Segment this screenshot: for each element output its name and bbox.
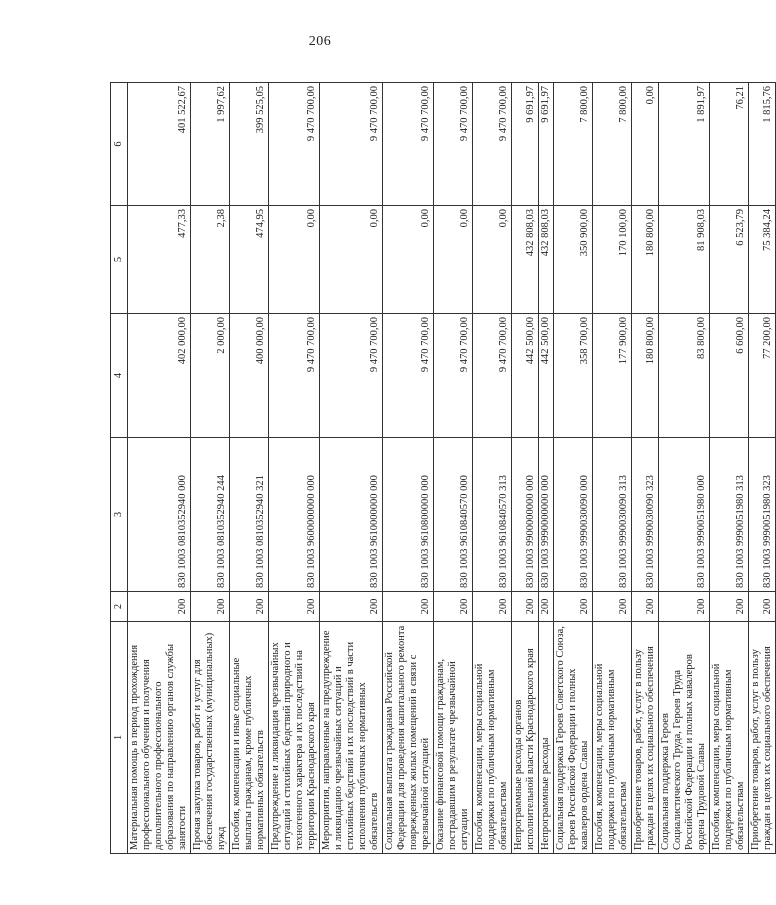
cell-name: Материальная помощь в период прохождения профессионального обучения и получения дополнительного профессионального образования по направлению органов службы занятости [128,622,191,854]
column-header: 3 [111,438,128,592]
cell-executed: 350 900,00 [554,206,593,314]
cell-code: 200 [434,592,473,622]
table-row [539,83,554,854]
cell-plan: 180 800,00 [632,314,659,438]
table-row [710,83,749,854]
cell-plan: 9 470 700,00 [320,314,383,438]
cell-plan: 77 200,00 [749,314,776,438]
cell-remainder: 9 691,97 [539,83,554,206]
cell-plan: 6 600,00 [710,314,749,438]
cell-executed: 180 800,00 [632,206,659,314]
table-row [593,83,632,854]
cell-executed: 432 808,03 [539,206,554,314]
cell-classification: 830 1003 9990051980 313 [710,438,749,592]
cell-name: Непрограммные расходы органов исполнительной власти Краснодарского края [512,622,539,854]
cell-code: 200 [128,592,191,622]
cell-remainder: 9 470 700,00 [320,83,383,206]
cell-code: 200 [593,592,632,622]
cell-executed: 0,00 [473,206,512,314]
cell-classification: 830 1003 9900000000 000 [512,438,539,592]
budget-execution-table [110,82,776,854]
cell-code: 200 [632,592,659,622]
cell-code: 200 [191,592,230,622]
cell-name: Оказание финансовой помощи гражданам, пострадавшим в результате чрезвычайной ситуации [434,622,473,854]
table-row [632,83,659,854]
table-row [512,83,539,854]
cell-classification: 830 1003 9610800000 000 [383,438,434,592]
column-header: 1 [111,622,128,854]
cell-plan: 2 000,00 [191,314,230,438]
cell-executed: 432 808,03 [512,206,539,314]
cell-name: Непрограммные расходы [539,622,554,854]
cell-executed: 2,38 [191,206,230,314]
cell-remainder: 7 800,00 [593,83,632,206]
cell-classification: 830 1003 9990030090 323 [632,438,659,592]
cell-name: Мероприятия, направленные на предупреждение и ликвидацию чрезвычайных ситуаций и стихийных бедствий и их последствий в части исполнения публичных нормативных обязательств [320,622,383,854]
cell-classification: 830 1003 0810352940 321 [230,438,269,592]
column-header: 5 [111,206,128,314]
cell-classification: 830 1003 0810352940 244 [191,438,230,592]
cell-executed: 6 523,79 [710,206,749,314]
cell-code: 200 [749,592,776,622]
cell-name: Пособия, компенсации, меры социальной поддержки по публичным нормативным обязательствам [593,622,632,854]
cell-code: 200 [710,592,749,622]
cell-executed: 170 100,00 [593,206,632,314]
table-row [269,83,320,854]
cell-code: 200 [230,592,269,622]
cell-executed: 0,00 [320,206,383,314]
cell-plan: 9 470 700,00 [383,314,434,438]
cell-remainder: 401 522,67 [128,83,191,206]
table-row [434,83,473,854]
header-row [111,83,128,854]
cell-remainder: 0,00 [632,83,659,206]
cell-plan: 9 470 700,00 [473,314,512,438]
cell-remainder: 1 815,76 [749,83,776,206]
table-row [128,83,191,854]
cell-classification: 830 1003 9990051980 323 [749,438,776,592]
table-row [230,83,269,854]
cell-name: Пособия, компенсации и иные социальные выплаты гражданам, кроме публичных нормативных обязательств [230,622,269,854]
cell-name: Пособия, компенсации, меры социальной поддержки по публичным нормативным обязательствам [473,622,512,854]
cell-executed: 477,33 [128,206,191,314]
cell-executed: 81 908,03 [659,206,710,314]
cell-executed: 0,00 [383,206,434,314]
cell-plan: 442 500,00 [539,314,554,438]
cell-name: Приобретение товаров, работ, услуг в пользу граждан в целях их социального обеспечения [632,622,659,854]
cell-classification: 830 1003 9990051980 000 [659,438,710,592]
cell-name: Социальная поддержка Героев Советского Союза, Героев Российской Федерации и полных кавалеров ордена Славы [554,622,593,854]
column-header: 6 [111,83,128,206]
table-row [659,83,710,854]
cell-code: 200 [269,592,320,622]
cell-code: 200 [320,592,383,622]
cell-classification: 830 1003 9600000000 000 [269,438,320,592]
cell-plan: 9 470 700,00 [269,314,320,438]
cell-executed: 474,95 [230,206,269,314]
cell-code: 200 [383,592,434,622]
cell-remainder: 9 470 700,00 [473,83,512,206]
page-number: 206 [308,34,332,49]
cell-executed: 0,00 [269,206,320,314]
cell-classification: 830 1003 9610840570 000 [434,438,473,592]
cell-remainder: 9 470 700,00 [434,83,473,206]
cell-classification: 830 1003 9610840570 313 [473,438,512,592]
cell-executed: 75 384,24 [749,206,776,314]
cell-classification: 830 1003 9610000000 000 [320,438,383,592]
cell-classification: 830 1003 0810352940 000 [128,438,191,592]
column-header: 2 [111,592,128,622]
table-row [320,83,383,854]
cell-remainder: 9 470 700,00 [269,83,320,206]
cell-classification: 830 1003 9990030090 313 [593,438,632,592]
cell-name: Социальная поддержка Героев Социалистического Труда, Героев Труда Российской Федерации и полных кавалеров ордена Трудовой Славы [659,622,710,854]
table-row [473,83,512,854]
cell-plan: 9 470 700,00 [434,314,473,438]
cell-plan: 358 700,00 [554,314,593,438]
cell-code: 200 [539,592,554,622]
cell-remainder: 9 691,97 [512,83,539,206]
table-row [749,83,776,854]
cell-plan: 400 000,00 [230,314,269,438]
table-row [191,83,230,854]
table-row [383,83,434,854]
rotated-table-wrapper [110,83,773,854]
cell-plan: 83 800,00 [659,314,710,438]
cell-name: Предупреждение и ликвидация чрезвычайных ситуаций и стихийных бедствий природного и техногенного характера и их последствий на территории Краснодарского края [269,622,320,854]
cell-name: Приобретение товаров, работ, услуг в пользу граждан в целях их социального обеспечения [749,622,776,854]
cell-code: 200 [554,592,593,622]
cell-remainder: 7 800,00 [554,83,593,206]
cell-classification: 830 1003 9990030090 000 [554,438,593,592]
cell-name: Социальная выплата гражданам Российской Федерации для проведения капитального ремонта поврежденных жилых помещений в связи с чрезвычайной ситуацией [383,622,434,854]
cell-classification: 830 1003 9990000000 000 [539,438,554,592]
cell-remainder: 76,21 [710,83,749,206]
cell-plan: 177 900,00 [593,314,632,438]
cell-remainder: 399 525,05 [230,83,269,206]
cell-code: 200 [659,592,710,622]
cell-remainder: 9 470 700,00 [383,83,434,206]
cell-code: 200 [512,592,539,622]
cell-plan: 402 000,00 [128,314,191,438]
cell-name: Пособия, компенсации, меры социальной поддержки по публичным нормативным обязательствам [710,622,749,854]
column-header: 4 [111,314,128,438]
cell-remainder: 1 997,62 [191,83,230,206]
cell-code: 200 [473,592,512,622]
table-row [554,83,593,854]
cell-name: Прочая закупка товаров, работ и услуг для обеспечения государственных (муниципальных) нужд [191,622,230,854]
cell-plan: 442 500,00 [512,314,539,438]
cell-remainder: 1 891,97 [659,83,710,206]
cell-executed: 0,00 [434,206,473,314]
